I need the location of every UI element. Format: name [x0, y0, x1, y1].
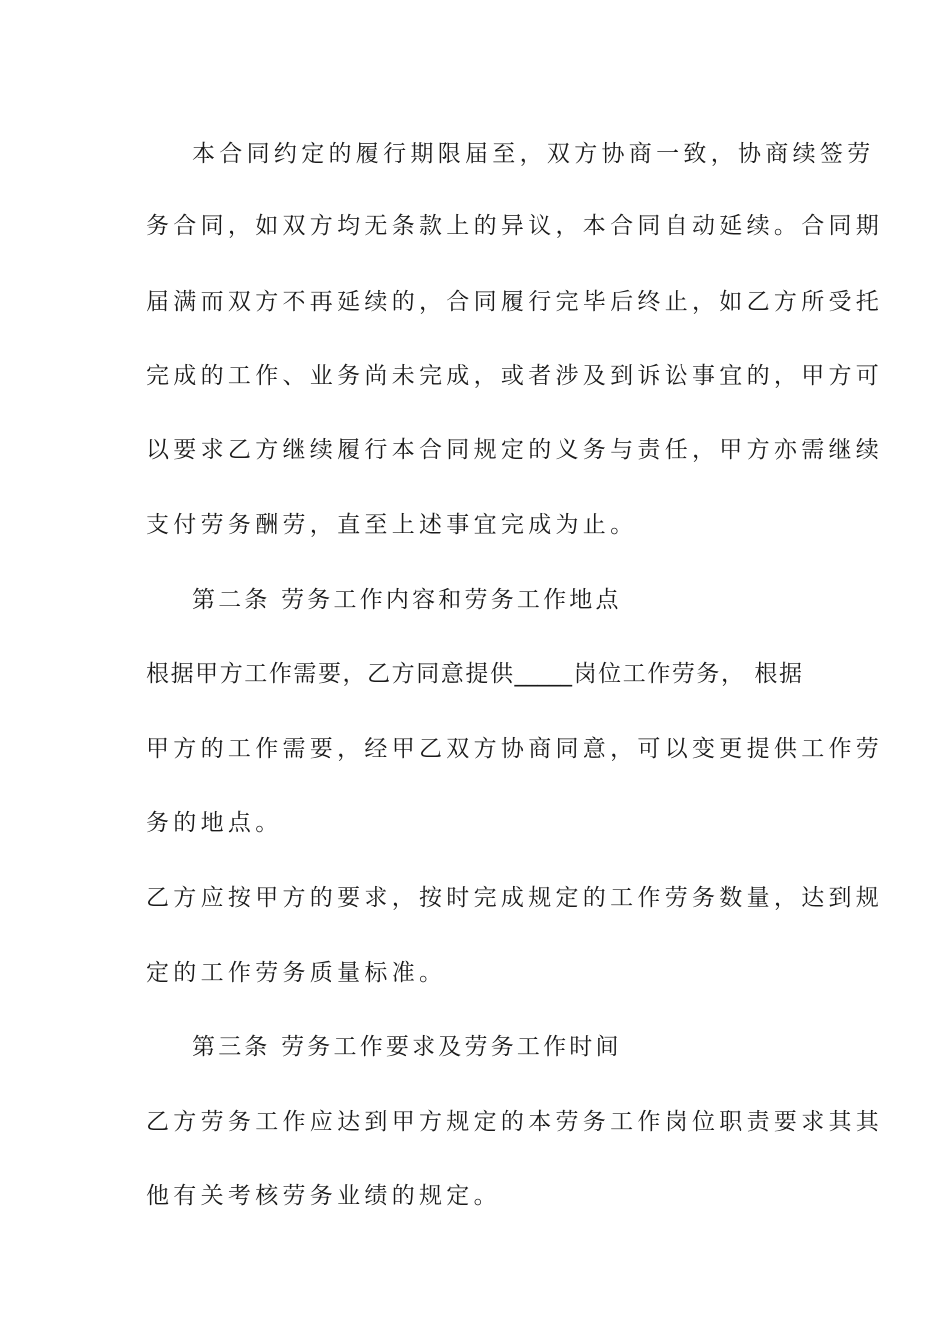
- section-heading-article-3: 第三条 劳务工作要求及劳务工作时间: [192, 1034, 622, 1060]
- paragraph-line: 根据甲方工作需要，乙方同意提供_____岗位工作劳务， 根据: [146, 661, 802, 687]
- paragraph-line: 支付劳务酬劳，直至上述事宜完成为止。: [146, 512, 638, 538]
- paragraph-line: 定的工作劳务质量标准。: [146, 960, 447, 986]
- paragraph-line: 以要求乙方继续履行本合同规定的义务与责任，甲方亦需继续: [146, 437, 884, 463]
- paragraph-line: 完成的工作、业务尚未完成，或者涉及到诉讼事宜的，甲方可: [146, 363, 884, 389]
- paragraph-line: 本合同约定的履行期限届至，双方协商一致，协商续签劳: [192, 141, 875, 167]
- section-heading-article-2: 第二条 劳务工作内容和劳务工作地点: [192, 587, 622, 613]
- paragraph-line: 务合同，如双方均无条款上的异议，本合同自动延续。合同期: [146, 213, 884, 239]
- paragraph-line: 乙方劳务工作应达到甲方规定的本劳务工作岗位职责要求其其: [146, 1109, 884, 1135]
- paragraph-line: 乙方应按甲方的要求，按时完成规定的工作劳务数量，达到规: [146, 885, 884, 911]
- paragraph-line: 务的地点。: [146, 810, 283, 836]
- paragraph-line: 届满而双方不再延续的，合同履行完毕后终止，如乙方所受托: [146, 289, 884, 315]
- paragraph-line: 他有关考核劳务业绩的规定。: [146, 1183, 501, 1209]
- paragraph-line: 甲方的工作需要，经甲乙双方协商同意，可以变更提供工作劳: [146, 736, 884, 762]
